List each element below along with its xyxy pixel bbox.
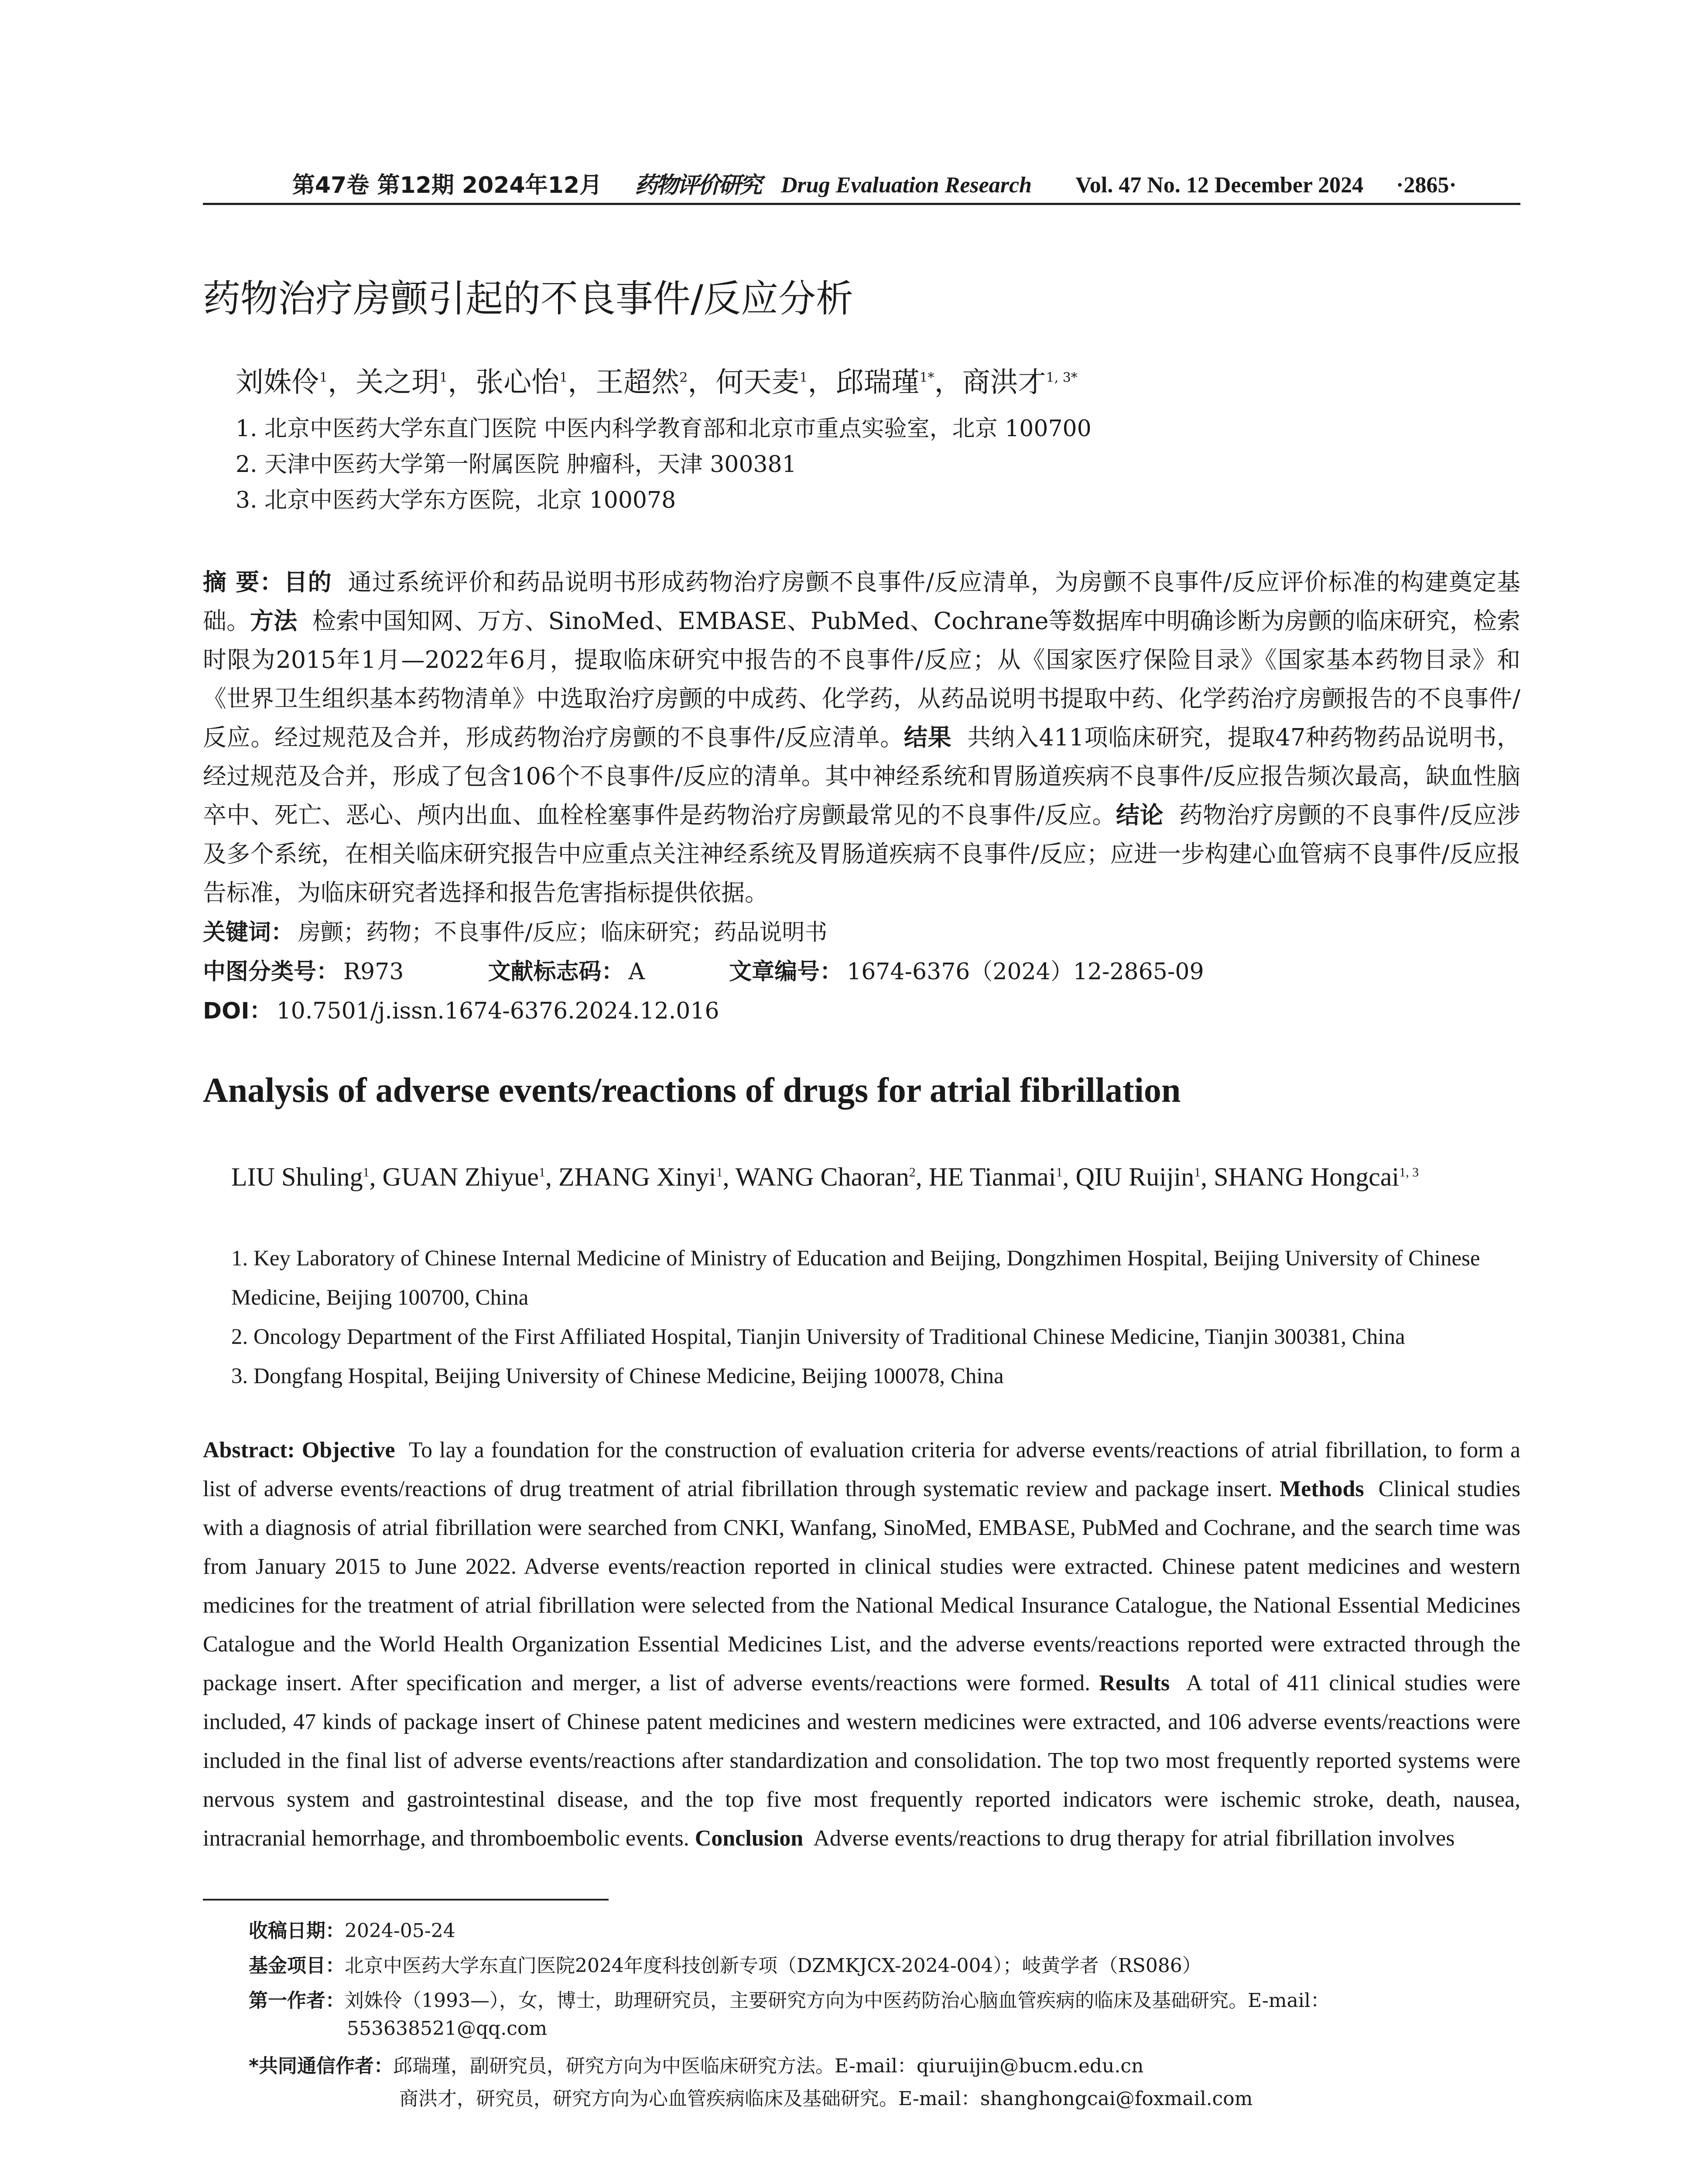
author-name: 关之玥 — [356, 366, 440, 399]
author-name: 王超然 — [596, 366, 680, 399]
results-label: Results — [1099, 1671, 1170, 1696]
footnote-received: 收稿日期：2024-05-24 — [249, 1920, 455, 1942]
objective-text: To lay a foundation for the construction of evaluation criteria for adverse events/reactions of atrial fibrillation, to form a list of adverse events/reactions of drug treatment of atrial fibrillation through systematic review and package insert. — [203, 1438, 1521, 1501]
objective-label: Objective — [301, 1438, 395, 1463]
running-header — [203, 166, 1520, 205]
header-rule — [203, 203, 1520, 205]
page-number: ·2865· — [1396, 173, 1457, 198]
footnote-corresponding-2: 商洪才，研究员，研究方向为心血管疾病临床及基础研究。E-mail：shanghongcai@foxmail.com — [399, 2088, 1253, 2110]
conclusion-text: Adverse events/reactions to drug therapy for atrial fibrillation involves — [813, 1826, 1455, 1851]
abstract-en — [203, 1431, 1520, 1858]
results-text: A total of 411 clinical studies were included, 47 kinds of package insert of Chinese patent medicines and western medicines were extracted, and 106 adverse events/reactions were included in the final list of adverse events/reactions after standardization and consolidation. The top two most frequently reported systems were nervous system and gastrointestinal disease, and the top five most frequently reported indicators were ischemic stroke, death, nausea, intracranial hemorrhage, and thromboembolic events. — [203, 1671, 1521, 1851]
author-name: 商洪才 — [962, 366, 1046, 399]
journal-logo: 药物评价研究 — [635, 172, 761, 198]
issue-info-cn: 第47卷 第12期 2024年12月 — [292, 172, 602, 198]
conclusion-label: 结论 — [1116, 801, 1164, 829]
footnote-fund: 基金项目：北京中医药大学东直门医院2024年度科技创新专项（DZMKJCX-2024-004）；岐黄学者（RS086） — [249, 1955, 1201, 1977]
footnote-corresponding: *共同通信作者：邱瑞瑾，副研究员，研究方向为中医临床研究方法。E-mail：qiuruijin@bucm.edu.cn — [249, 2055, 1144, 2077]
abstract-cn — [203, 563, 1520, 912]
doi-link[interactable]: 10.7501/j.issn.1674-6376.2024.12.016 — [276, 998, 719, 1024]
first-author-email[interactable]: 553638521@qq.com — [347, 2017, 548, 2040]
objective-label: 目的 — [284, 568, 332, 596]
methods-text: 检索中国知网、万方、SinoMed、EMBASE、PubMed、Cochrane等数据库中明确诊断为房颤的临床研究，检索时限为2015年1月—2022年6月，提取临床研究中报告的不良事件/反应；从《国家医疗保险目录》《国家基本药物目录》和《世界卫生组织基本药物清单》中选取治疗房颤的中成药、化学药，从药品说明书提取中药、化学药治疗房颤报告的不良事件/反应。经过规范及合并，形成药物治疗房颤的不良事件/反应清单。 — [203, 607, 1521, 751]
affiliation-en: 3. Dongfang Hospital, Beijing University of Chinese Medicine, Beijing 100078, China — [231, 1364, 1004, 1388]
keywords: 关键词： 房颤；药物；不良事件/反应；临床研究；药品说明书 — [203, 920, 828, 946]
title-en: Analysis of adverse events/reactions of drugs for atrial fibrillation — [203, 1071, 1181, 1110]
authors-cn: 刘姝伶$^1$，关之玥$^1$，张心怡$^1$，王超然$^2$，何天麦$^1$，邱瑞瑾$^{1*}$，商洪才$^{1, 3*}$ — [236, 366, 1078, 399]
affiliation-cn: 2. 天津中医药大学第一附属医院 肿瘤科，天津 300381 — [236, 451, 797, 478]
methods-label: Methods — [1280, 1477, 1364, 1501]
results-label: 结果 — [904, 724, 952, 751]
doi: DOI： 10.7501/j.issn.1674-6376.2024.12.016 — [203, 998, 719, 1024]
author-name: 邱瑞瑾 — [835, 366, 920, 399]
affiliation-cn: 3. 北京中医药大学东方医院，北京 100078 — [236, 487, 676, 513]
title-cn: 药物治疗房颤引起的不良事件/反应分析 — [203, 277, 853, 321]
affiliation-en: 2. Oncology Department of the First Affiliated Hospital, Tianjin University of Traditional Chinese Medicine, Tianjin 300381, China — [231, 1325, 1405, 1349]
classification: 中图分类号： R973 文献标志码： A 文章编号： 1674-6376（2024）12-2865-09 — [203, 959, 1204, 985]
abstract-label: Abstract: — [203, 1438, 295, 1463]
affiliation-cn: 1. 北京中医药大学东直门医院 中医内科学教育部和北京市重点实验室，北京 100700 — [236, 416, 1092, 442]
issue-info-en: Vol. 47 No. 12 December 2024 — [1075, 173, 1364, 198]
author-name: 张心怡 — [476, 366, 560, 399]
journal-name-en: Drug Evaluation Research — [781, 173, 1032, 198]
methods-label: 方法 — [250, 607, 298, 635]
footnote-first-author: 第一作者：刘姝伶（1993—），女，博士，助理研究员，主要研究方向为中医药防治心脑血管疾病的临床及基础研究。E-mail： — [249, 1990, 1330, 2012]
affiliation-en: 1. Key Laboratory of Chinese Internal Medicine of Ministry of Education and Beijing, Dongzhimen Hospital, Beijing University of Chinese Medicine, Beijing 100700, China — [231, 1246, 1480, 1310]
results-text: 共纳入411项临床研究，提取47种药物药品说明书，经过规范及合并，形成了包含106个不良事件/反应的清单。其中神经系统和胃肠道疾病不良事件/反应报告频次最高，缺血性脑卒中、死亡、恶心、颅内出血、血栓栓塞事件是药物治疗房颤最常见的不良事件/反应。 — [203, 724, 1520, 829]
footnote-rule — [203, 1899, 609, 1901]
conclusion-text: 药物治疗房颤的不良事件/反应涉及多个系统，在相关临床研究报告中应重点关注神经系统及胃肠道疾病不良事件/反应；应进一步构建心血管病不良事件/反应报告标准，为临床研究者选择和报告危害指标提供依据。 — [203, 801, 1520, 906]
author-name: 何天麦 — [715, 366, 800, 399]
objective-text: 通过系统评价和药品说明书形成药物治疗房颤不良事件/反应清单，为房颤不良事件/反应评价标准的构建奠定基础。 — [203, 568, 1520, 635]
abstract-label: 摘 要： — [203, 568, 284, 596]
conclusion-label: Conclusion — [695, 1826, 804, 1851]
methods-text: Clinical studies with a diagnosis of atrial fibrillation were searched from CNKI, Wanfang, SinoMed, EMBASE, PubMed and Cochrane, and the search time was from January 2015 to June 2022. Adverse events/reaction reported in clinical studies were extracted. Chinese patent medicines and western medicines for the treatment of atrial fibrillation were selected from the National Medical Insurance Catalogue, the National Essential Medicines Catalogue and the World Health Organization Essential Medicines List, and the adverse events/reactions reported were extracted through the package insert. After specification and merger, a list of adverse events/reactions were formed. — [203, 1477, 1520, 1696]
author-name: 刘姝伶 — [236, 366, 319, 399]
authors-en: LIU Shuling$^1$, GUAN Zhiyue$^1$, ZHANG Xinyi$^1$, WANG Chaoran$^2$, HE Tianmai$^1$, QIU Ruijin$^1$, SHANG Hongcai$^{1, 3}$ — [231, 1162, 1419, 1191]
